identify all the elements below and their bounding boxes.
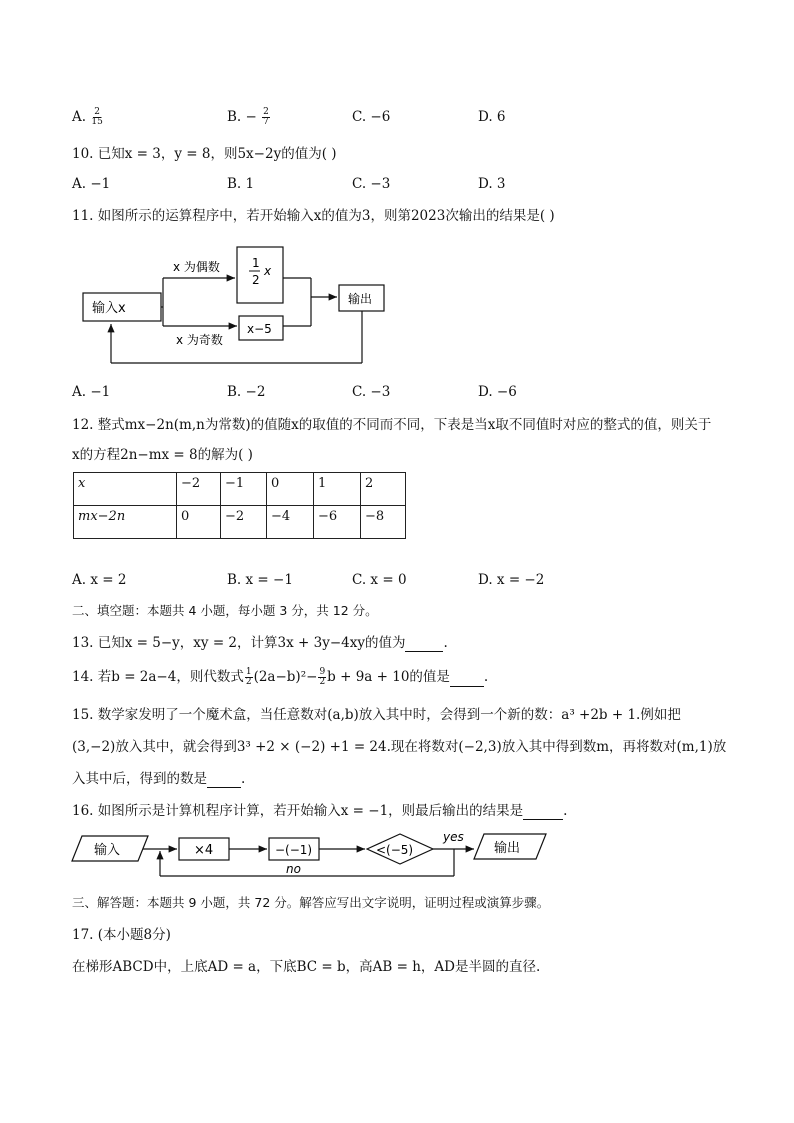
q17-body: 在梯形ABCD中，上底AD = a，下底BC = b，高AB = h，AD是半圆的直径. <box>72 959 541 975</box>
q10-option-b: B. 1 <box>227 176 255 192</box>
q16-line: 16. 如图所示是计算机程序计算，若开始输入x = −1，则最后输出的结果是 . <box>72 803 568 819</box>
q11-stem: 11. 如图所示的运算程序中，若开始输入x的值为3，则第2023次输出的结果是( ) <box>72 208 555 224</box>
table-cell: −8 <box>361 506 406 539</box>
q16-input-text: 输入 <box>94 843 121 858</box>
q10-option-c: C. −3 <box>352 176 391 192</box>
q9-option-b-label: B. − <box>227 109 257 125</box>
table-cell: −2 <box>221 506 267 539</box>
q10-stem: 10. 已知x = 3，y = 8，则5x−2y的值为( ) <box>72 146 337 162</box>
q11-input-text: 输入x <box>92 301 126 316</box>
q14-frac1-numerator: 1 <box>245 667 252 677</box>
table-cell: mx−2n <box>74 506 177 539</box>
q14-mid: (2a−b)²− <box>253 669 318 685</box>
table-cell: −4 <box>267 506 314 539</box>
q9-option-a-label: A. <box>72 109 87 125</box>
q15-line1: 15. 数学家发明了一个魔术盒，当任意数对(a,b)放入其中时，会得到一个新的数：a³ +2b + 1.例如把 <box>72 707 681 723</box>
q14-frac1-denominator: 2 <box>245 677 252 687</box>
q9-option-d: D. 6 <box>478 109 506 125</box>
q15-line3-wrap: 入其中后，得到的数是 . <box>72 771 246 787</box>
q14-frac1 <box>245 668 253 687</box>
q12-option-d: D. x = −2 <box>478 572 545 588</box>
q11-option-c: C. −3 <box>352 384 391 400</box>
q11-half-var: x <box>264 264 272 278</box>
table-cell: −6 <box>314 506 361 539</box>
q9-option-a <box>72 108 104 127</box>
q11-half-denominator: 2 <box>252 273 260 287</box>
table-row <box>74 473 406 506</box>
section3-heading: 三、解答题：本题共 9 小题，共 72 分。解答应写出文字说明，证明过程或演算步骤。 <box>72 895 550 910</box>
q9-option-a-fraction <box>91 108 102 127</box>
q15-line3: 入其中后，得到的数是 <box>72 771 207 787</box>
q11-option-d: D. −6 <box>478 384 517 400</box>
q11-option-a: A. −1 <box>72 384 111 400</box>
q14-answer-blank <box>450 686 484 687</box>
q11-output-text: 输出 <box>348 292 373 306</box>
q12-stem-line1: 12. 整式mx−2n(m,n为常数)的值随x的取值的不同而不同，下表是当x取不同值时对应的整式的值，则关于 <box>72 417 712 433</box>
table-row <box>74 506 406 539</box>
q11-flowchart <box>70 238 400 368</box>
q12-option-a: A. x = 2 <box>72 572 127 588</box>
q11-minus-text: x−5 <box>247 322 272 336</box>
q14-line: 14. 若b = 2a−4，则代数式 $\frac{1}{2}$ (2a−b)²− $\frac{9}{2}$ b + 9a + 10的值是 . <box>72 667 489 687</box>
q12-stem-line2: x的方程2n−mx = 8的解为( ) <box>72 447 253 463</box>
q14-frac2-denominator: 2 <box>319 677 326 687</box>
section2-heading: 二、填空题：本题共 4 小题，每小题 3 分，共 12 分。 <box>72 603 378 618</box>
q15-line2: (3,−2)放入其中，就会得到3³ +2 × (−2) +1 = 24.现在将数对(−2,3)放入其中得到数m，再将数对(m,1)放 <box>72 739 727 755</box>
q17-title: 17. (本小题8分) <box>72 927 171 943</box>
q15-answer-blank <box>207 787 241 788</box>
q16-times-text: ×4 <box>194 843 214 858</box>
q16-answer-blank <box>523 819 563 820</box>
q9-option-b-fraction <box>262 108 270 127</box>
q11-half-numerator: 1 <box>252 256 260 270</box>
q16-stem: 16. 如图所示是计算机程序计算，若开始输入x = −1，则最后输出的结果是 <box>72 803 524 819</box>
q14-post: b + 9a + 10的值是 <box>327 669 450 685</box>
q9-a-denominator: 15 <box>91 117 103 127</box>
table-cell: 0 <box>177 506 221 539</box>
q12-value-table <box>73 472 406 539</box>
q9-b-numerator: 2 <box>263 107 269 117</box>
q9-a-numerator: 2 <box>94 107 100 117</box>
table-cell: −1 <box>221 473 267 506</box>
q16-no-label: no <box>286 862 301 876</box>
q13-stem: 13. 已知x = 5−y，xy = 2，计算3x + 3y−4xy的值为 <box>72 635 406 651</box>
q11-half-box <box>237 247 283 303</box>
q16-flowchart <box>70 828 560 882</box>
table-cell: 0 <box>267 473 314 506</box>
q12-option-b: B. x = −1 <box>227 572 293 588</box>
q14-frac2 <box>318 668 326 687</box>
q16-minus-text: −(−1) <box>275 843 313 857</box>
table-cell: x <box>74 473 177 506</box>
q10-option-d: D. 3 <box>478 176 506 192</box>
q14-pre: 14. 若b = 2a−4，则代数式 <box>72 669 244 685</box>
q14-frac2-numerator: 9 <box>319 667 326 677</box>
table-cell: 1 <box>314 473 361 506</box>
q9-option-c: C. −6 <box>352 109 391 125</box>
table-cell: −2 <box>177 473 221 506</box>
q10-option-a: A. −1 <box>72 176 111 192</box>
q9-option-b <box>227 108 271 127</box>
q16-yes-label: yes <box>443 830 464 844</box>
q11-option-b: B. −2 <box>227 384 266 400</box>
q16-compare-text: <(−5) <box>376 843 414 857</box>
q12-option-c: C. x = 0 <box>352 572 407 588</box>
q11-even-label: x 为偶数 <box>173 260 220 274</box>
q13-line: 13. 已知x = 5−y，xy = 2，计算3x + 3y−4xy的值为 . <box>72 635 448 651</box>
table-cell: 2 <box>361 473 406 506</box>
q9-b-denominator: 7 <box>263 117 269 127</box>
q11-odd-label: x 为奇数 <box>176 333 223 347</box>
q13-answer-blank <box>405 651 443 652</box>
q16-output-text: 输出 <box>494 841 521 856</box>
